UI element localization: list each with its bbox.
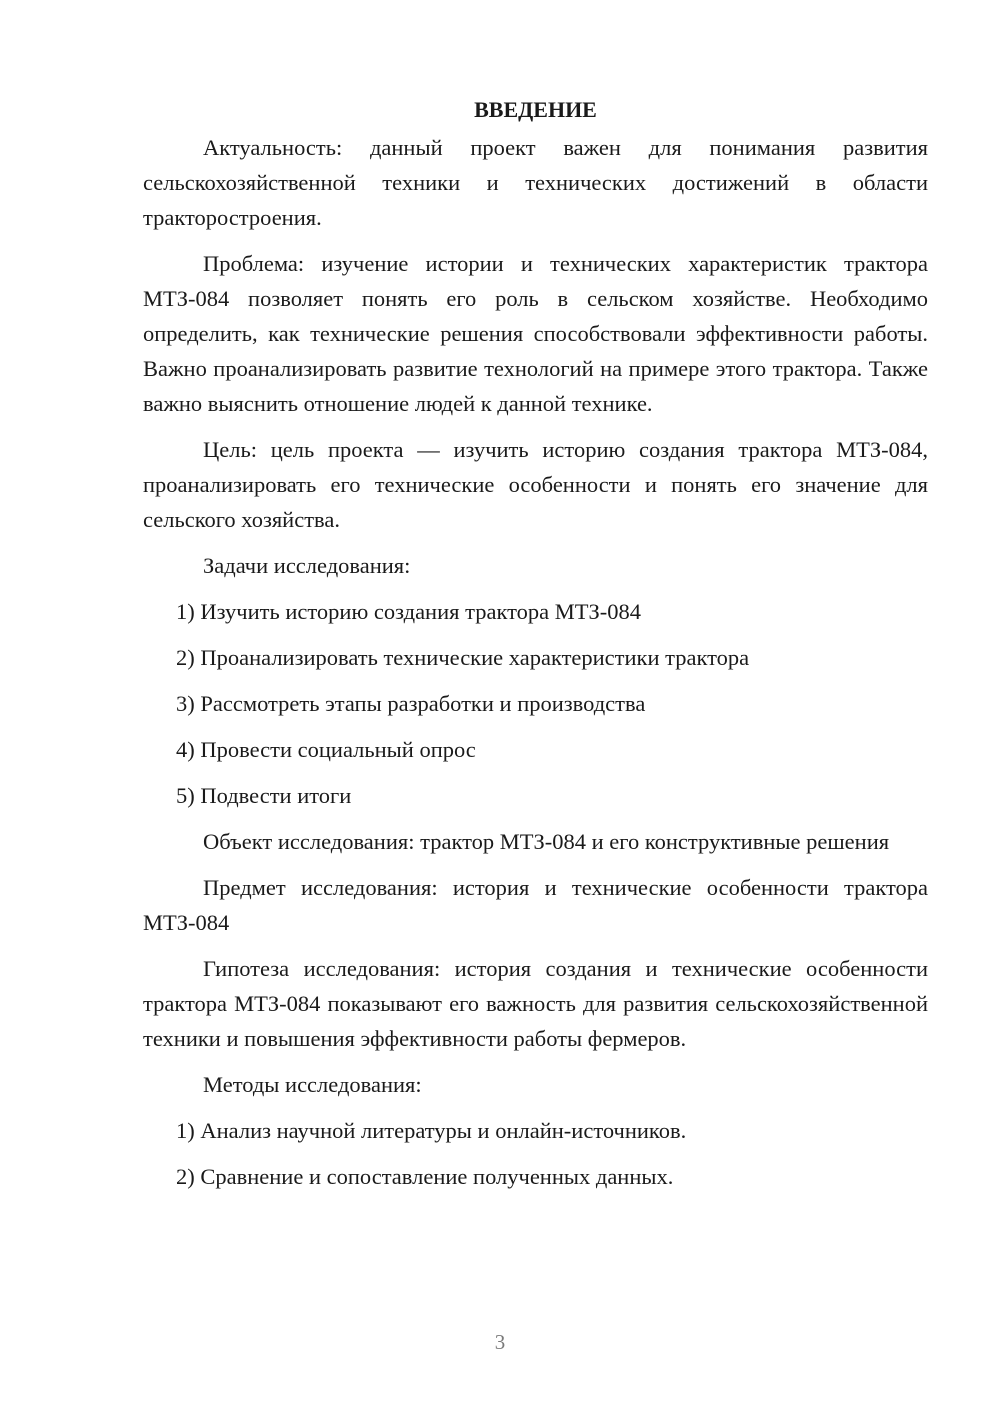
task-item: 3) Рассмотреть этапы разработки и производства: [176, 691, 646, 716]
page-number: 3: [494, 1330, 506, 1354]
hypothesis-paragraph: Гипотеза исследования: история создания и технические особенности трактора МТЗ-084 показывают его важность для развития сельскохозяйственной техники и повышения эффективности работы фермеров.: [143, 956, 928, 1051]
subject-paragraph: Предмет исследования: история и технические особенности трактора МТЗ-084: [143, 875, 928, 935]
section-title: ВВЕДЕНИЕ: [474, 97, 597, 122]
object-paragraph: Объект исследования: трактор МТЗ-084 и его конструктивные решения: [203, 829, 890, 854]
task-item: 5) Подвести итоги: [176, 783, 352, 808]
tasks-heading: Задачи исследования:: [203, 553, 411, 578]
task-item: 2) Проанализировать технические характеристики трактора: [176, 645, 750, 670]
method-item: 1) Анализ научной литературы и онлайн-источников.: [176, 1118, 687, 1143]
document-page: [143, 92, 928, 1205]
method-item: 2) Сравнение и сопоставление полученных данных.: [176, 1164, 674, 1189]
problem-paragraph: Проблема: изучение истории и технических характеристик трактора МТЗ-084 позволяет понять его роль в сельском хозяйстве. Необходимо определить, как технические решения способствовали эффективности работы. Важно проанализировать развитие технологий на примере этого трактора. Также важно выяснить отношение людей к данной технике.: [143, 251, 928, 416]
task-item: 1) Изучить историю создания трактора МТЗ-084: [176, 599, 641, 624]
goal-paragraph: Цель: цель проекта — изучить историю создания трактора МТЗ-084, проанализировать его технические особенности и понять его значение для сельского хозяйства.: [143, 437, 928, 532]
relevance-paragraph: Актуальность: данный проект важен для понимания развития сельскохозяйственной техники и технических достижений в области тракторостроения.: [143, 135, 928, 230]
task-item: 4) Провести социальный опрос: [176, 737, 476, 762]
methods-heading: Методы исследования:: [203, 1072, 422, 1097]
